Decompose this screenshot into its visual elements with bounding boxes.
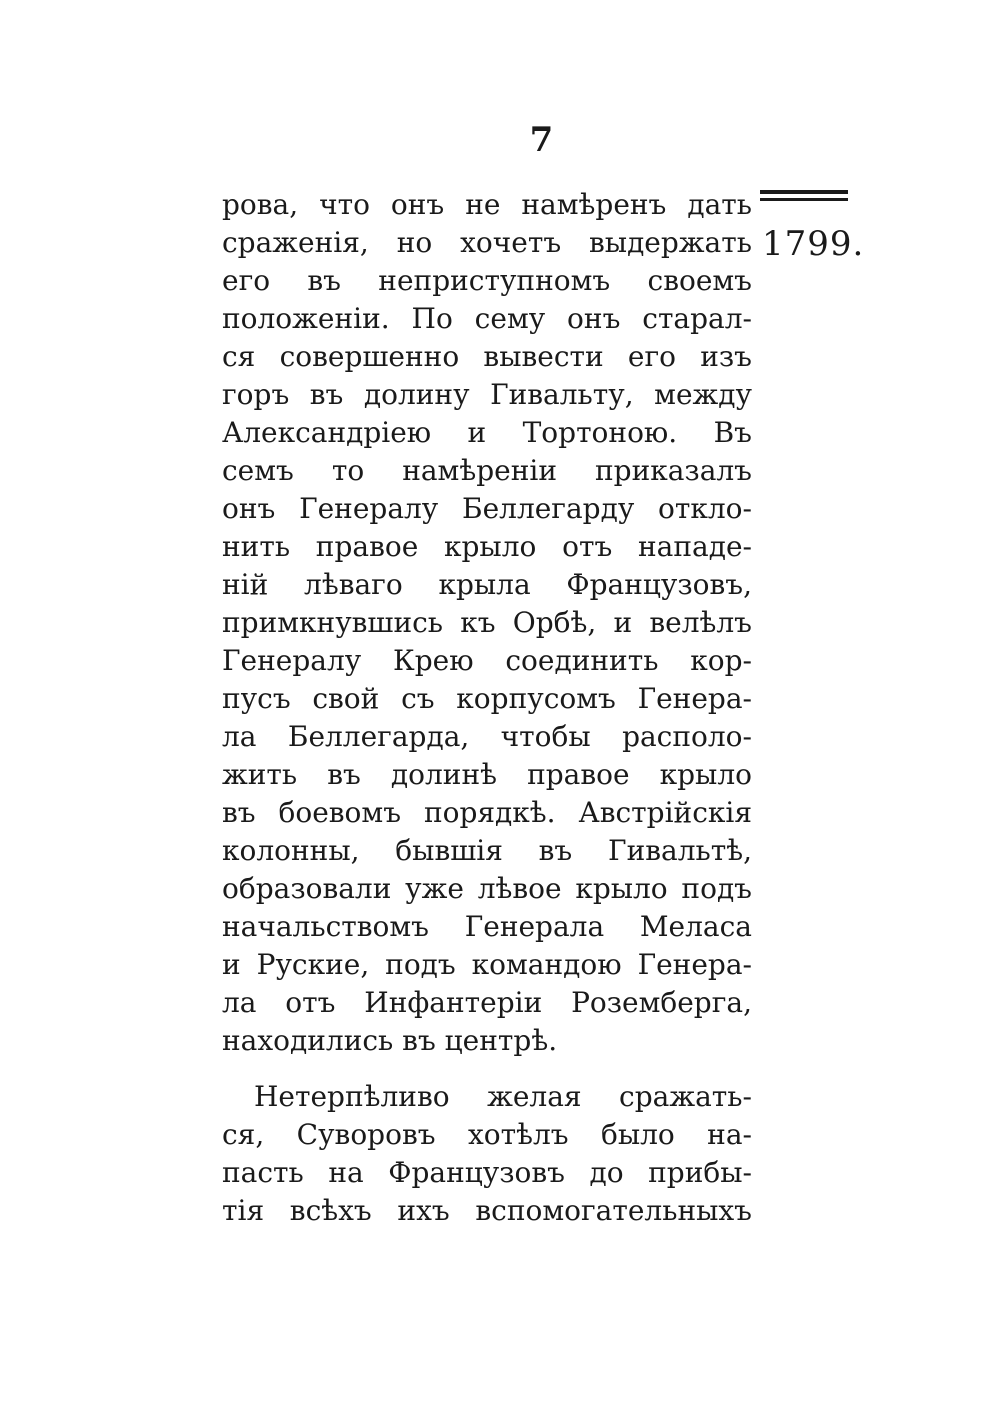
text-line: колонны, бывшія въ Гивальтѣ, [222,834,752,867]
text-line: въ боевомъ порядкѣ. Австрійскія [222,796,752,829]
text-line: пусъ свой съ корпусомъ Генера- [222,682,752,715]
page-number: 7 [529,120,554,160]
text-line: Генералу Крею соединить кор- [222,644,752,677]
text-line: ній лѣваго крыла Французовъ, [222,568,752,601]
text-line: и Руские, подъ командою Генера- [222,948,752,981]
text-line: находились въ центрѣ. [222,1024,558,1057]
text-line: тія всѣхъ ихъ вспомогательныхъ [222,1194,752,1227]
margin-year: 1799. [762,224,865,264]
text-line: ла Беллегарда, чтобы располо- [222,720,752,753]
margin-rule [760,190,848,205]
text-line: горъ въ долину Гивальту, между [222,378,752,411]
text-line: начальствомъ Генерала Меласа [222,910,752,943]
text-line: ся совершенно вывести его изъ [222,340,752,373]
paragraph [222,1078,752,1230]
text-line: Александріею и Тортоною. Въ [222,416,752,449]
margin-rule-bar-top [760,190,848,194]
text-line: жить въ долинѣ правое крыло [222,758,752,791]
text-line: рова, что онъ не намѣренъ дать [222,188,752,221]
text-line: ла отъ Инфантеріи Роземберга, [222,986,752,1019]
text-line: Нетерпѣливо желая сражать- [254,1080,752,1113]
text-line: образовали уже лѣвое крыло подъ [222,872,752,905]
text-line: нить правое крыло отъ нападе- [222,530,752,563]
text-line: примкнувшись къ Орбѣ, и велѣлъ [222,606,752,639]
text-line: сраженія, но хочетъ выдержать [222,226,752,259]
text-line: семъ то намѣреніи приказалъ [222,454,752,487]
text-line: его въ неприступномъ своемъ [222,264,752,297]
text-line: положеніи. По сему онъ старал- [222,302,752,335]
paragraph-gap [222,1060,752,1078]
text-block [222,186,752,1230]
text-line: онъ Генералу Беллегарду откло- [222,492,752,525]
text-line: пасть на Французовъ до прибы- [222,1156,752,1189]
text-line: ся, Суворовъ хотѣлъ было на- [222,1118,752,1151]
margin-rule-bar-bottom [760,198,848,201]
paragraph [222,186,752,1060]
